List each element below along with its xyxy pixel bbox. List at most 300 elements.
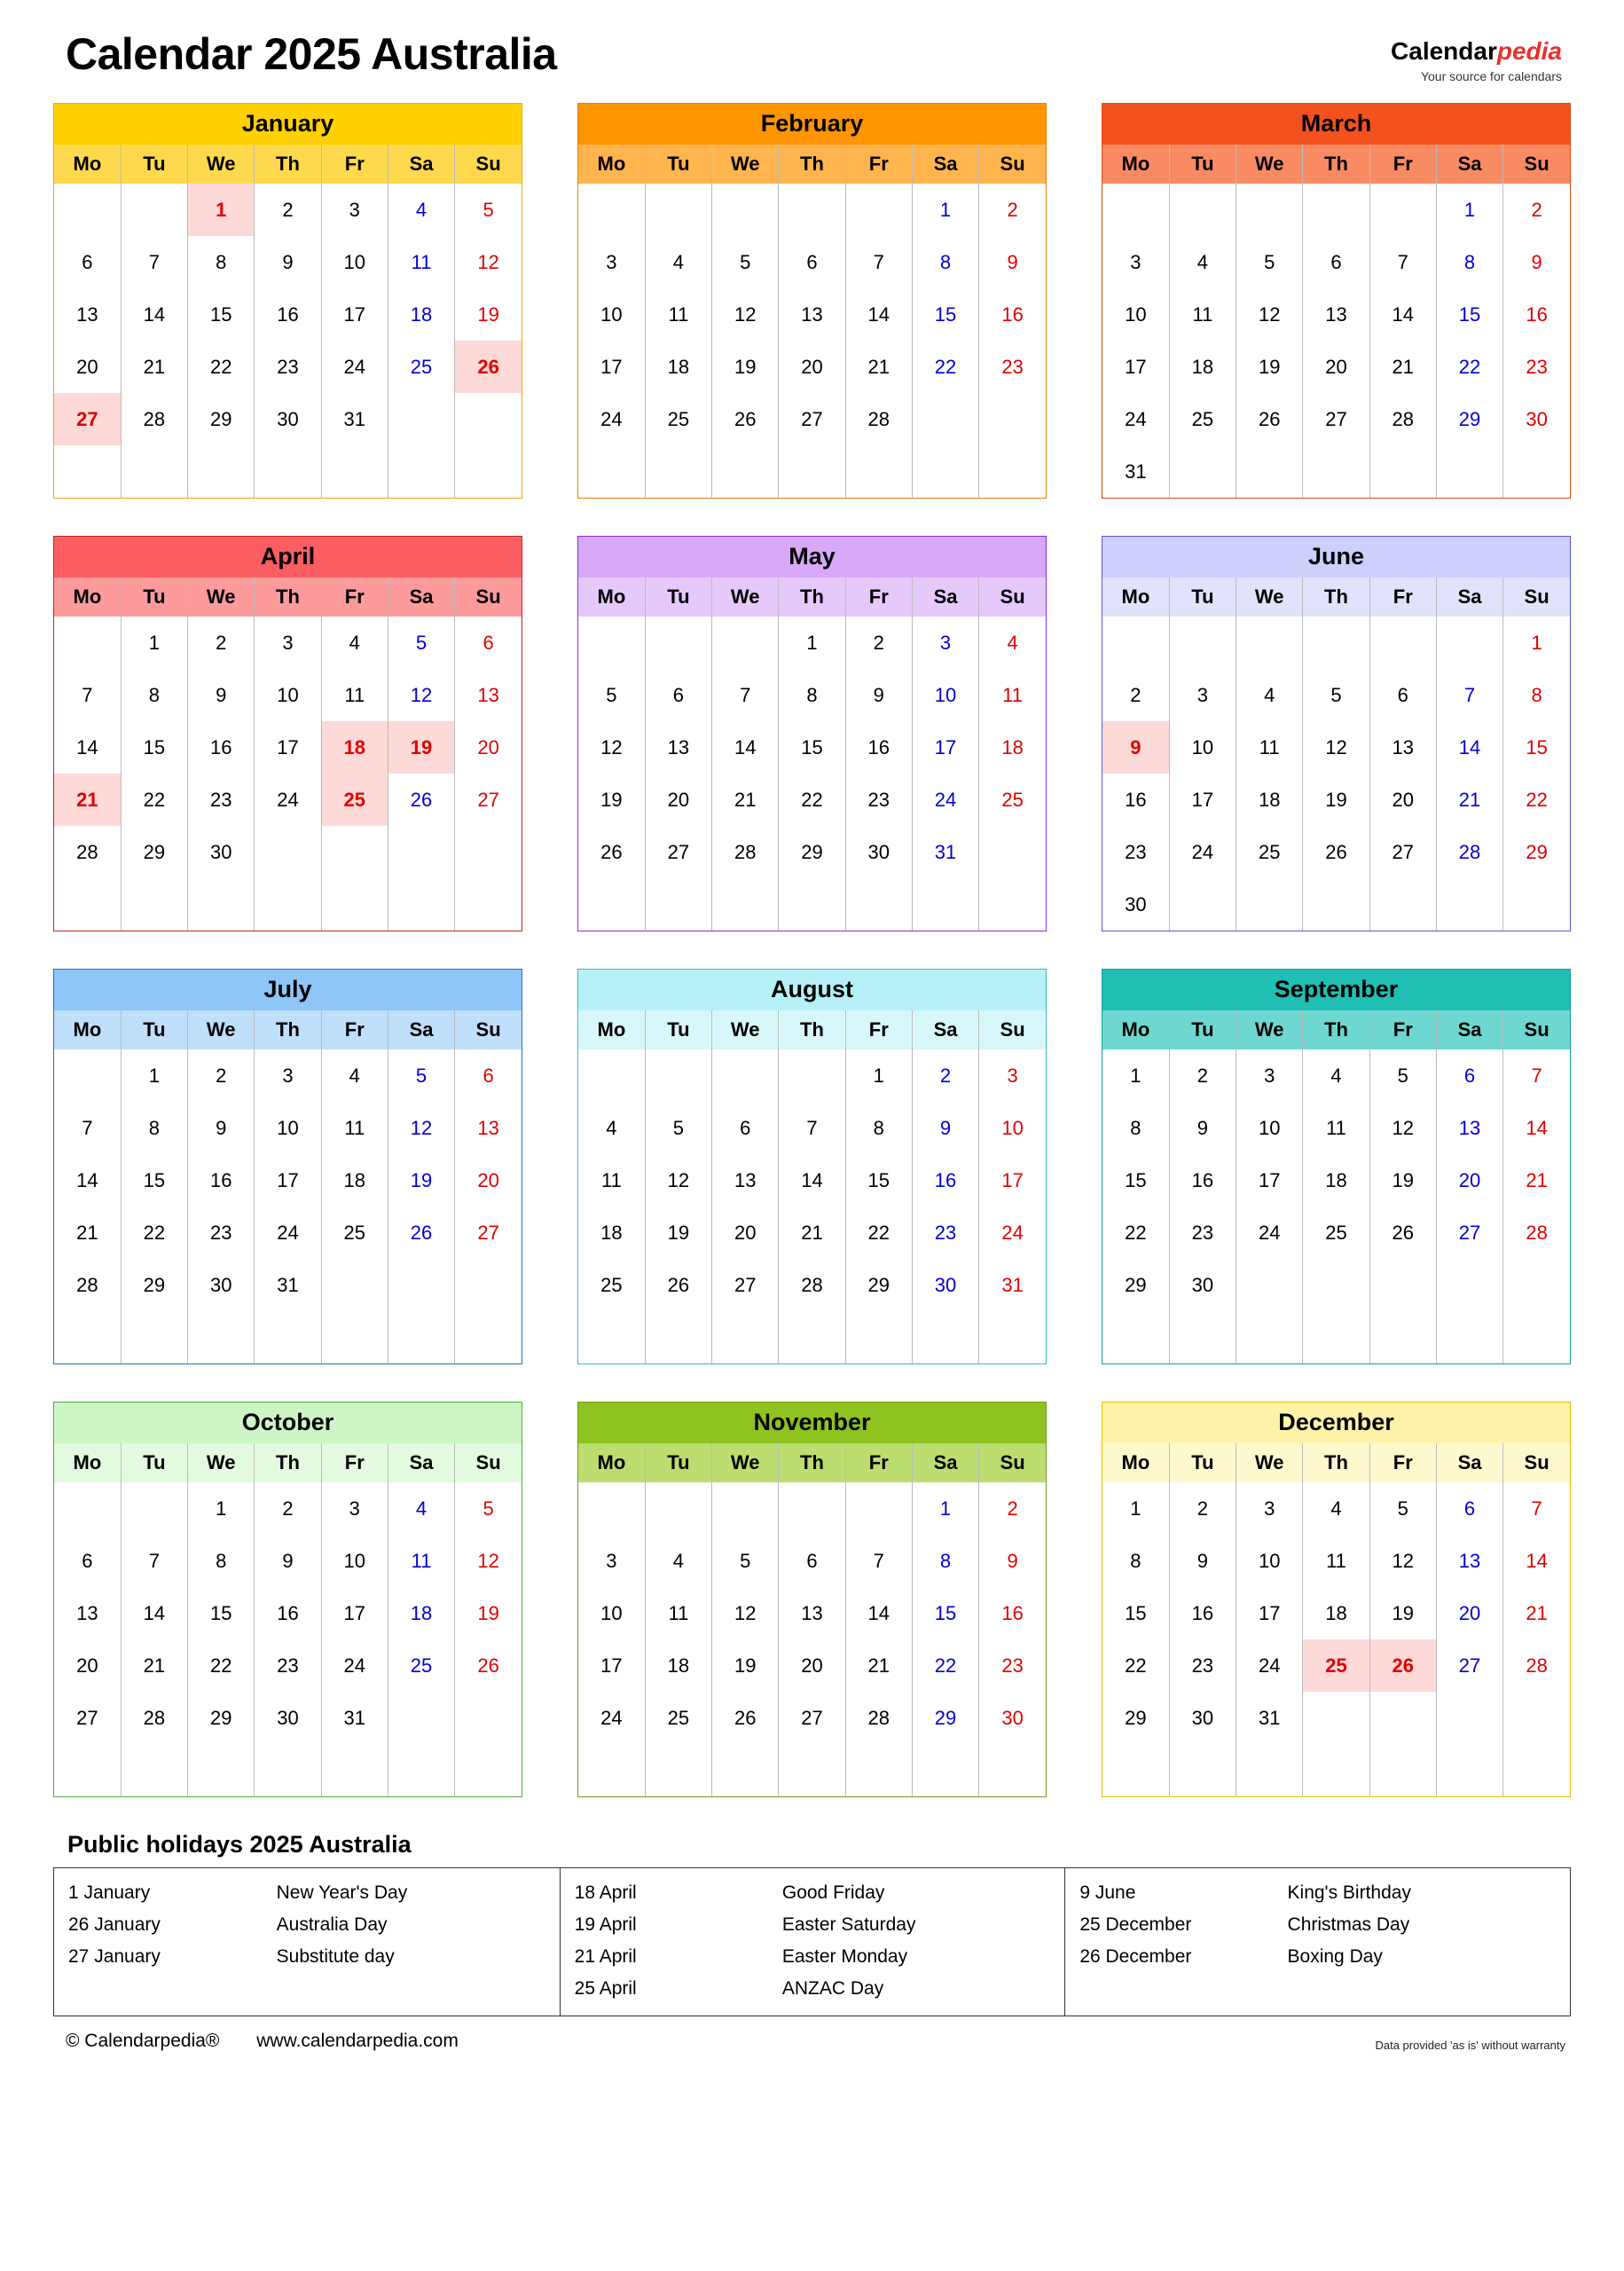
week-row (1102, 1639, 1570, 1692)
day-cell: 29 (1125, 1706, 1147, 1729)
day-cell: 13 (455, 1102, 522, 1154)
page-footer (53, 2031, 1571, 2052)
day-cell-empty (1436, 445, 1502, 498)
day-cell-empty (255, 445, 321, 498)
weekday-header: Mo (1121, 1018, 1150, 1041)
day-cell-empty (321, 445, 388, 498)
day-cell: 3 (606, 1549, 617, 1572)
day-cell: 30 (1503, 393, 1570, 445)
day-cell: 15 (1503, 721, 1570, 774)
public-holidays-grid (54, 1868, 1570, 2016)
day-cell: 11 (600, 1168, 622, 1191)
day-cell: 24 (1169, 826, 1236, 878)
day-cell-empty (1436, 1744, 1502, 1796)
day-cell-empty (455, 445, 522, 498)
day-cell-empty (388, 445, 454, 498)
weekday-header: Su (1503, 1443, 1570, 1482)
day-cell-empty (845, 1744, 912, 1796)
week-row (1102, 1206, 1570, 1259)
day-cell: 9 (912, 1102, 978, 1154)
day-cell: 6 (645, 669, 711, 721)
day-cell: 21 (54, 774, 121, 826)
day-cell: 10 (912, 669, 978, 721)
day-cell: 17 (600, 1654, 623, 1677)
day-cell: 18 (1236, 774, 1303, 826)
day-cell-empty (1303, 1259, 1369, 1311)
day-cell: 13 (1369, 721, 1436, 774)
holiday-row (561, 1973, 1065, 2005)
day-cell-empty (1303, 445, 1369, 498)
day-cell-empty (1369, 1692, 1436, 1744)
weekday-header: Sa (388, 578, 454, 617)
day-cell: 10 (1236, 1102, 1303, 1154)
weekday-header: Sa (912, 145, 978, 184)
day-cell: 27 (712, 1259, 779, 1311)
day-cell-empty (255, 826, 321, 878)
weekday-header: Tu (645, 1010, 711, 1049)
day-cell: 1 (188, 184, 255, 236)
week-row (1102, 1744, 1570, 1796)
day-cell: 31 (1125, 460, 1147, 483)
day-cell: 21 (712, 774, 779, 826)
day-cell: 1 (912, 184, 978, 236)
disclaimer-text: Data provided 'as is' without warranty (1375, 2039, 1565, 2052)
day-cell: 4 (645, 236, 711, 288)
week-row (54, 1535, 522, 1587)
weekday-header: Su (455, 145, 522, 184)
weekday-header: Tu (121, 145, 187, 184)
day-cell: 25 (388, 341, 454, 393)
day-cell: 14 (76, 735, 98, 758)
week-row (1102, 1154, 1570, 1206)
holiday-column (1064, 1868, 1570, 2016)
week-row (1102, 1311, 1570, 1363)
day-cell: 10 (255, 669, 321, 721)
day-cell: 2 (188, 617, 255, 669)
day-cell-empty (578, 878, 645, 931)
weekday-header: Fr (1369, 1010, 1436, 1049)
day-cell-empty (1436, 878, 1502, 931)
brand-logo (1391, 37, 1562, 66)
weekday-header: Su (979, 145, 1046, 184)
day-cell: 6 (1303, 236, 1369, 288)
day-cell-empty (845, 184, 912, 236)
day-cell-empty (1303, 1744, 1369, 1796)
day-cell-empty (578, 1049, 645, 1102)
day-cell-empty (1303, 184, 1369, 236)
day-cell: 21 (121, 341, 187, 393)
day-cell: 5 (455, 1482, 522, 1535)
day-cell: 23 (979, 1639, 1046, 1692)
week-row (54, 617, 522, 669)
day-cell: 14 (712, 721, 779, 774)
day-cell: 22 (1503, 774, 1570, 826)
holiday-date: 18 April (574, 1882, 637, 1903)
day-cell: 16 (188, 1154, 255, 1206)
day-cell: 7 (82, 1116, 93, 1139)
day-cell: 12 (1236, 288, 1303, 341)
copyright-text: © Calendarpedia® (66, 2031, 220, 2051)
day-cell: 12 (645, 1154, 711, 1206)
day-cell: 20 (1303, 341, 1369, 393)
weekday-header: We (188, 1010, 255, 1049)
day-cell: 12 (455, 236, 522, 288)
day-cell: 25 (321, 1206, 388, 1259)
day-cell: 4 (1303, 1049, 1369, 1102)
day-cell: 23 (1125, 840, 1147, 863)
day-cell: 25 (321, 774, 388, 826)
public-holidays-title: Public holidays 2025 Australia (67, 1831, 412, 1858)
day-cell: 6 (455, 617, 522, 669)
website-link[interactable]: www.calendarpedia.com (256, 2031, 459, 2051)
month-block (1102, 1402, 1571, 1797)
day-cell: 20 (645, 774, 711, 826)
day-cell: 20 (1436, 1154, 1502, 1206)
day-cell: 11 (645, 288, 711, 341)
week-row (54, 826, 522, 878)
month-table (1102, 1010, 1570, 1363)
day-cell: 2 (1130, 683, 1142, 706)
day-cell-empty (1236, 445, 1303, 498)
month-title: April (54, 537, 522, 578)
day-cell: 11 (321, 1102, 388, 1154)
day-cell: 21 (1503, 1154, 1570, 1206)
weekday-header: Fr (321, 1443, 388, 1482)
day-cell: 17 (255, 1154, 321, 1206)
weekday-header: Mo (73, 153, 102, 175)
weekday-header: Th (1303, 578, 1369, 617)
day-cell-empty (188, 1744, 255, 1796)
day-cell: 17 (1169, 774, 1236, 826)
day-cell-empty (1102, 1311, 1169, 1363)
day-cell: 27 (1303, 393, 1369, 445)
day-cell: 18 (321, 1154, 388, 1206)
day-cell-empty (645, 1482, 711, 1535)
day-cell: 27 (779, 393, 845, 445)
day-cell-empty (1236, 184, 1303, 236)
day-cell: 15 (188, 1587, 255, 1639)
day-cell: 12 (600, 735, 623, 758)
day-cell-empty (712, 184, 779, 236)
day-cell: 20 (76, 355, 98, 378)
week-row (578, 721, 1046, 774)
day-cell: 11 (1303, 1535, 1369, 1587)
day-cell: 19 (712, 341, 779, 393)
day-cell: 30 (255, 1692, 321, 1744)
day-cell: 20 (455, 721, 522, 774)
day-cell: 9 (845, 669, 912, 721)
day-cell: 15 (1436, 288, 1502, 341)
brand-block (1391, 30, 1562, 83)
day-cell: 30 (255, 393, 321, 445)
day-cell: 2 (1169, 1049, 1236, 1102)
day-cell: 3 (979, 1049, 1046, 1102)
week-row (578, 236, 1046, 288)
day-cell: 18 (979, 721, 1046, 774)
holiday-date: 26 December (1079, 1946, 1192, 1967)
day-cell: 19 (712, 1639, 779, 1692)
day-cell: 15 (912, 1587, 978, 1639)
day-cell: 7 (1503, 1049, 1570, 1102)
week-row (1102, 1482, 1570, 1535)
weekday-header: Fr (321, 145, 388, 184)
day-cell: 8 (1436, 236, 1502, 288)
day-cell: 4 (1303, 1482, 1369, 1535)
day-cell-empty (121, 445, 187, 498)
day-cell: 30 (1125, 892, 1147, 915)
weekday-header: We (712, 145, 779, 184)
day-cell: 15 (779, 721, 845, 774)
holiday-date: 25 April (574, 1978, 637, 1999)
day-cell: 29 (1503, 826, 1570, 878)
weekday-header: Tu (121, 578, 187, 617)
day-cell: 24 (1236, 1639, 1303, 1692)
day-cell-empty (578, 1311, 645, 1363)
day-cell: 29 (845, 1259, 912, 1311)
day-cell: 12 (388, 1102, 454, 1154)
day-cell: 9 (255, 236, 321, 288)
weekday-header: Th (255, 1443, 321, 1482)
week-row (578, 1744, 1046, 1796)
day-cell-empty (1436, 1311, 1502, 1363)
day-cell-empty (845, 878, 912, 931)
month-table (54, 1010, 522, 1363)
weekday-header: Sa (1436, 1010, 1502, 1049)
day-cell-empty (779, 1311, 845, 1363)
month-title: February (578, 104, 1046, 145)
week-row (54, 236, 522, 288)
week-row (578, 1535, 1046, 1587)
day-cell: 18 (645, 341, 711, 393)
day-cell: 26 (388, 774, 454, 826)
day-cell-empty (455, 826, 522, 878)
week-row (54, 774, 522, 826)
weekday-header: Th (779, 1443, 845, 1482)
weekday-header: Su (979, 578, 1046, 617)
day-cell: 26 (1303, 826, 1369, 878)
day-cell-empty (578, 445, 645, 498)
day-cell-empty (578, 184, 645, 236)
week-row (578, 288, 1046, 341)
day-cell: 18 (1303, 1587, 1369, 1639)
month-title: August (578, 970, 1046, 1010)
holiday-row (561, 1909, 1065, 1941)
week-row (1102, 1102, 1570, 1154)
day-cell: 25 (1236, 826, 1303, 878)
day-cell: 28 (121, 1692, 187, 1744)
week-row (578, 445, 1046, 498)
day-cell-empty (1236, 878, 1303, 931)
week-row (1102, 445, 1570, 498)
week-row (1102, 669, 1570, 721)
day-cell-empty (779, 1049, 845, 1102)
month-title: May (578, 537, 1046, 578)
day-cell-empty (979, 826, 1046, 878)
week-row (1102, 878, 1570, 931)
day-cell-empty (979, 1311, 1046, 1363)
weekday-header: Fr (845, 145, 912, 184)
day-cell: 1 (912, 1482, 978, 1535)
day-cell: 6 (1369, 669, 1436, 721)
holiday-column (54, 1868, 560, 2016)
weekday-header: Su (979, 1010, 1046, 1049)
day-cell: 13 (1436, 1535, 1502, 1587)
day-cell-empty (712, 445, 779, 498)
day-cell: 12 (455, 1535, 522, 1587)
day-cell: 10 (600, 1601, 623, 1624)
day-cell: 14 (1503, 1535, 1570, 1587)
week-row (578, 1259, 1046, 1311)
day-cell: 14 (845, 1587, 912, 1639)
holiday-date: 21 April (574, 1946, 637, 1967)
holiday-date: 25 December (1079, 1914, 1192, 1935)
day-cell: 26 (455, 341, 522, 393)
day-cell-empty (1169, 1311, 1236, 1363)
day-cell: 26 (712, 1692, 779, 1744)
week-row (1102, 184, 1570, 236)
day-cell: 15 (1125, 1168, 1147, 1191)
day-cell: 6 (1436, 1049, 1502, 1102)
day-cell-empty (121, 1482, 187, 1535)
day-cell: 13 (1303, 288, 1369, 341)
day-cell: 27 (1369, 826, 1436, 878)
day-cell: 12 (388, 669, 454, 721)
day-cell: 22 (121, 1206, 187, 1259)
day-cell-empty (54, 184, 121, 236)
day-cell-empty (321, 826, 388, 878)
day-cell: 25 (1169, 393, 1236, 445)
day-cell: 29 (188, 393, 255, 445)
day-cell: 17 (1236, 1154, 1303, 1206)
day-cell-empty (455, 393, 522, 445)
day-cell: 17 (1125, 355, 1147, 378)
weekday-header: Fr (845, 1443, 912, 1482)
day-cell: 9 (979, 236, 1046, 288)
day-cell: 28 (76, 840, 98, 863)
day-cell: 17 (255, 721, 321, 774)
week-row (1102, 393, 1570, 445)
weekday-header: We (712, 1443, 779, 1482)
day-cell: 18 (600, 1221, 623, 1244)
day-cell-empty (1236, 1259, 1303, 1311)
day-cell: 19 (455, 288, 522, 341)
day-cell-empty (54, 445, 121, 498)
month-block (53, 1402, 522, 1797)
week-row (54, 1482, 522, 1535)
holiday-row (54, 1941, 560, 1973)
day-cell: 11 (645, 1587, 711, 1639)
day-cell-empty (779, 184, 845, 236)
day-cell: 28 (779, 1259, 845, 1311)
day-cell: 1 (779, 617, 845, 669)
day-cell: 5 (388, 1049, 454, 1102)
week-row (578, 341, 1046, 393)
day-cell: 7 (845, 1535, 912, 1587)
month-title: November (578, 1403, 1046, 1443)
day-cell: 14 (121, 288, 187, 341)
day-cell: 11 (1169, 288, 1236, 341)
day-cell: 5 (712, 236, 779, 288)
day-cell: 28 (1436, 826, 1502, 878)
day-cell-empty (912, 1744, 978, 1796)
day-cell: 10 (255, 1102, 321, 1154)
day-cell-empty (1102, 617, 1169, 669)
day-cell-empty (779, 1482, 845, 1535)
day-cell: 14 (779, 1154, 845, 1206)
day-cell-empty (455, 1259, 522, 1311)
day-cell: 16 (1169, 1587, 1236, 1639)
day-cell-empty (1303, 617, 1369, 669)
day-cell-empty (578, 1482, 645, 1535)
day-cell: 28 (712, 826, 779, 878)
weekday-header: Tu (1169, 145, 1236, 184)
day-cell: 9 (979, 1535, 1046, 1587)
day-cell: 16 (255, 288, 321, 341)
day-cell-empty (645, 184, 711, 236)
day-cell-empty (779, 878, 845, 931)
day-cell: 18 (321, 721, 388, 774)
week-row (54, 1744, 522, 1796)
day-cell: 22 (1125, 1654, 1147, 1677)
day-cell: 29 (1125, 1273, 1147, 1296)
weekday-header: Th (1303, 1443, 1369, 1482)
day-cell-empty (1503, 1311, 1570, 1363)
day-cell: 16 (912, 1154, 978, 1206)
month-title: September (1102, 970, 1570, 1010)
day-cell: 29 (912, 1692, 978, 1744)
weekday-header: We (712, 578, 779, 617)
day-cell: 21 (1369, 341, 1436, 393)
day-cell: 1 (1130, 1064, 1142, 1087)
day-cell: 17 (912, 721, 978, 774)
holiday-column (560, 1868, 1065, 2016)
month-block (53, 969, 522, 1364)
day-cell: 18 (388, 1587, 454, 1639)
day-cell-empty (255, 878, 321, 931)
day-cell: 27 (455, 774, 522, 826)
day-cell: 26 (1369, 1206, 1436, 1259)
day-cell-empty (645, 445, 711, 498)
day-cell-empty (1169, 878, 1236, 931)
day-cell: 4 (388, 184, 454, 236)
day-cell: 25 (645, 1692, 711, 1744)
week-row (578, 1154, 1046, 1206)
day-cell: 9 (255, 1535, 321, 1587)
day-cell-empty (1169, 617, 1236, 669)
day-cell: 21 (845, 1639, 912, 1692)
weekday-header: We (188, 578, 255, 617)
day-cell: 8 (1130, 1116, 1142, 1139)
day-cell-empty (779, 445, 845, 498)
day-cell: 4 (606, 1116, 617, 1139)
week-row (578, 1049, 1046, 1102)
day-cell-empty (388, 1259, 454, 1311)
day-cell-empty (1369, 1259, 1436, 1311)
month-title: March (1102, 104, 1570, 145)
weekday-header: Th (255, 1010, 321, 1049)
holiday-name: Easter Monday (781, 1946, 908, 1967)
day-cell: 24 (912, 774, 978, 826)
day-cell: 11 (388, 236, 454, 288)
holiday-row (561, 1877, 1065, 1909)
day-cell: 23 (255, 1639, 321, 1692)
week-row (578, 1311, 1046, 1363)
month-table (578, 578, 1046, 931)
day-cell: 19 (1303, 774, 1369, 826)
day-cell: 5 (712, 1535, 779, 1587)
day-cell: 22 (188, 1639, 255, 1692)
day-cell: 12 (712, 288, 779, 341)
